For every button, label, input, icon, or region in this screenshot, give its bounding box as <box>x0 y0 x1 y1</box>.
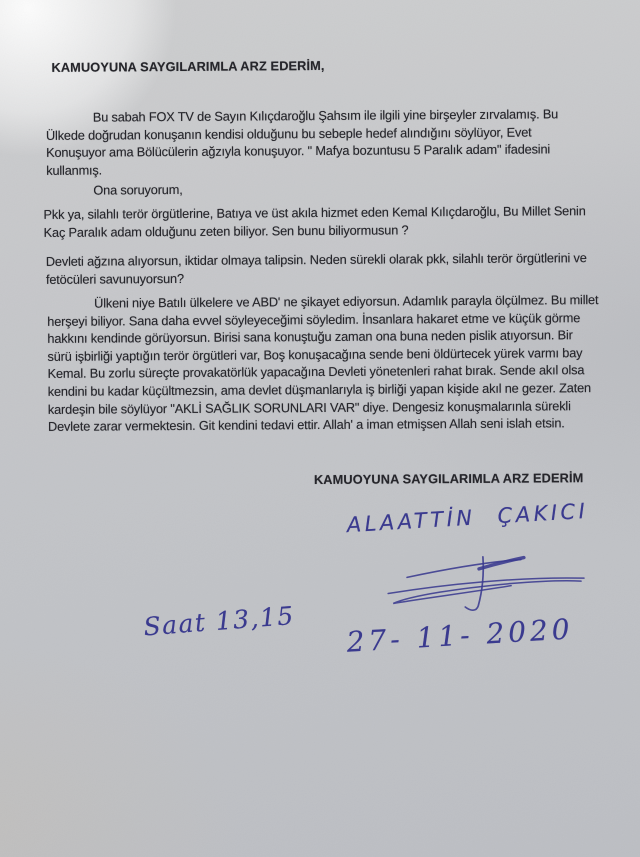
paragraph-pkk: Pkk ya, silahlı terör örgütlerine, Batıya ve üst akıla hizmet eden Kemal Kılıçdaroğlu, Bu Millet Senin Kaç Paralık adam olduğunu zeten biliyor. Sen bunu biliyormusun ? <box>43 203 586 240</box>
closing-line: KAMUOYUNA SAYGILARIMLA ARZ EDERİM <box>313 470 584 488</box>
signature-scribble <box>351 546 591 620</box>
handwritten-time: Saat 13,15 <box>142 600 296 642</box>
paragraph-ona-soruyorum: Ona soruyorum, <box>93 181 183 198</box>
handwritten-name: ALAATTİN ÇAKICI <box>346 498 589 538</box>
salutation: KAMUOYUNA SAYGILARIMLA ARZ EDERİM, <box>51 57 325 75</box>
handwritten-date: 27- 11- 2020 <box>345 612 575 659</box>
paragraph-devleti: Devleti ağzına alıyorsun, iktidar olmaya talipsin. Neden sürekli olarak pkk, silahlı terör örgütlerini ve fetöcüleri savunuyorsun? <box>45 250 587 287</box>
paragraph-ulkeni: Ülkeni niye Batılı ülkelere ve ABD' ne şikayet ediyorsun. Adamlık parayla ölçülmez. Bu millet herşeyi biliyor. Sana daha evvel söyleyeceğimi söyledim. İnsanlara hakaret etme ve küçük görme hakkını kendinde görüyorsun. Birisi sana konuştuğu zaman ona buna neden pislik atıyorsun. Bir sürü işbirliği yaptığın terör örgütleri var, Boş konuşacağına sende beni öldürtecek yürek varmı bay Kemal. Bu zorlu süreçte provakatörlük yapacağına Devleti yönetenleri rahat bırak. Sende akıl olsa kendini bu kadar küçültmezsin, ama devlet düşmanlarıyla iş birliği yapan kişide akıl ne gezer. Zaten kardeşin bile söylüyor "AKLİ SAĞLIK SORUNLARI VAR" diye. Dengesiz konuşmalarınla sürekli Devlete zarar vermektesin. Git kendini tedavi ettir. Allah' a iman etmişsen Allah seni islah etsin. <box>47 292 599 435</box>
paragraph-fox-tv: Bu sabah FOX TV de Sayın Kılıçdaroğlu Şahsım ile ilgili yine birşeyler zırvalamış. Bu Ülkede doğrudan konuşanın kendisi olduğunu bu sebeple hedef alındığını söylüyor, Evet Konuşuyor ama Bölücülerin ağzıyla konuşuyor. " Mafya bozuntusu 5 Paralık adam" ifadesini kullanmış. <box>45 106 559 178</box>
